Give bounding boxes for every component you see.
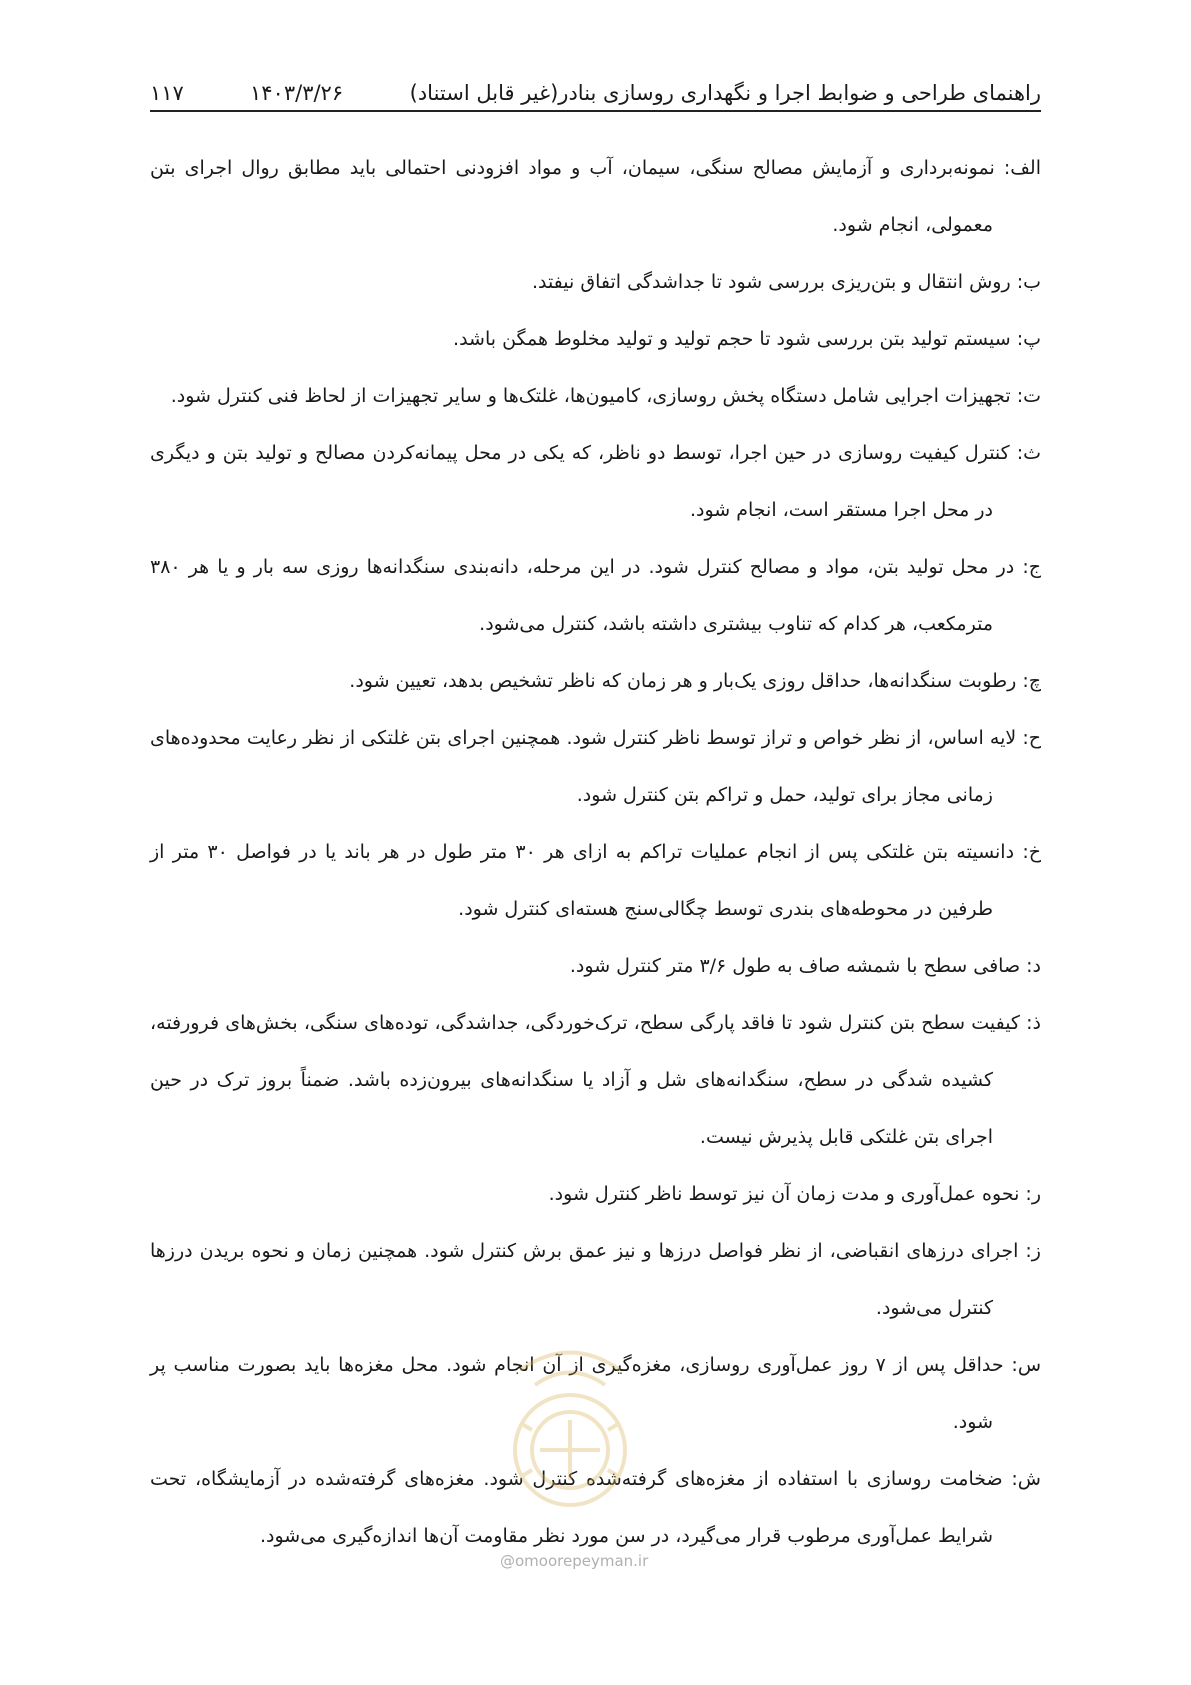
list-item: ث: کنترل کیفیت روسازی در حین اجرا، توسط دو ناظر، که یکی در محل پیمانه‌کردن مصالح و تولید بتن و دیگری در محل اجرا مستقر است، انجام شود. — [150, 442, 1041, 521]
header-date: ۱۴۰۳/۳/۲۶ — [250, 81, 344, 105]
watermark-site: @omoorepeyman.ir — [500, 1552, 649, 1570]
page-number: ۱۱۷ — [150, 81, 184, 105]
list-item: ح: لایه اساس، از نظر خواص و تراز توسط ناظر کنترل شود. همچنین اجرای بتن غلتکی از نظر رعایت محدوده‌های زمانی مجاز برای تولید، حمل و تراکم بتن کنترل شود. — [150, 727, 1041, 806]
watermark-logo-icon — [480, 1330, 660, 1530]
list-item: الف: نمونه‌برداری و آزمایش مصالح سنگی، سیمان، آب و مواد افزودنی احتمالی باید مطابق روال اجرای بتن معمولی، انجام شود. — [150, 157, 1041, 236]
list-item: ز: اجرای درزهای انقباضی، از نظر فواصل درزها و نیز عمق برش کنترل شود. همچنین زمان و نحوه بریدن درزها کنترل می‌شود. — [150, 1240, 1041, 1319]
list-item: س: حداقل پس از ۷ روز عمل‌آوری روسازی، مغزه‌گیری از آن انجام شود. محل مغزه‌ها باید بصورت مناسب پر شود. — [150, 1354, 1042, 1433]
list-item: ت: تجهیزات اجرایی شامل دستگاه پخش روسازی، کامیون‌ها، غلتک‌ها و سایر تجهیزات از لحاظ فنی کنترل شود. — [170, 385, 1041, 407]
list-item: د: صافی سطح با شمشه صاف به طول ۳/۶ متر کنترل شود. — [569, 955, 1041, 977]
page-header — [150, 76, 1041, 112]
list-item: ش: ضخامت روسازی با استفاده از مغزه‌های گرفته‌شده کنترل شود. مغزه‌های گرفته‌شده در آزمایشگاه، تحت شرایط عمل‌آوری مرطوب قرار می‌گیرد، در سن مورد نظر مقاومت آن‌ها اندازه‌گیری می‌شود. — [150, 1468, 1041, 1547]
list-item: چ: رطوبت سنگدانه‌ها، حداقل روزی یک‌بار و هر زمان که ناظر تشخیص بدهد، تعیین شود. — [349, 670, 1041, 692]
list-item: خ: دانسیته بتن غلتکی پس از انجام عملیات تراکم به ازای هر ۳۰ متر طول در هر باند یا در فواصل ۳۰ متر از طرفین در محوطه‌های بندری توسط چگالی‌سنج هسته‌ای کنترل شود. — [150, 841, 1041, 920]
list-item: ر: نحوه عمل‌آوری و مدت زمان آن نیز توسط ناظر کنترل شود. — [548, 1183, 1041, 1205]
list-item: ذ: کیفیت سطح بتن کنترل شود تا فاقد پارگی سطح، ترک‌خوردگی، جداشدگی، توده‌های سنگی، بخش‌های فرورفته، کشیده شدگی در سطح، سنگدانه‌های شل و آزاد یا سنگدانه‌های بیرون‌زده باشد. ضمناً بروز ترک در حین اجرای بتن غلتکی قابل پذیرش نیست. — [150, 1012, 1041, 1148]
list-item: ج: در محل تولید بتن، مواد و مصالح کنترل شود. در این مرحله، دانه‌بندی سنگدانه‌ها روزی سه بار و یا هر ۳۸۰ مترمکعب، هر کدام که تناوب بیشتری داشته باشد، کنترل می‌شود. — [150, 556, 1041, 635]
header-title: راهنمای طراحی و ضوابط اجرا و نگهداری روسازی بنادر(غیر قابل استناد) — [409, 81, 1041, 105]
list-item: پ: سیستم تولید بتن بررسی شود تا حجم تولید و تولید مخلوط همگن باشد. — [453, 328, 1041, 350]
list-item: ب: روش انتقال و بتن‌ریزی بررسی شود تا جداشدگی اتفاق نیفتد. — [531, 271, 1041, 293]
